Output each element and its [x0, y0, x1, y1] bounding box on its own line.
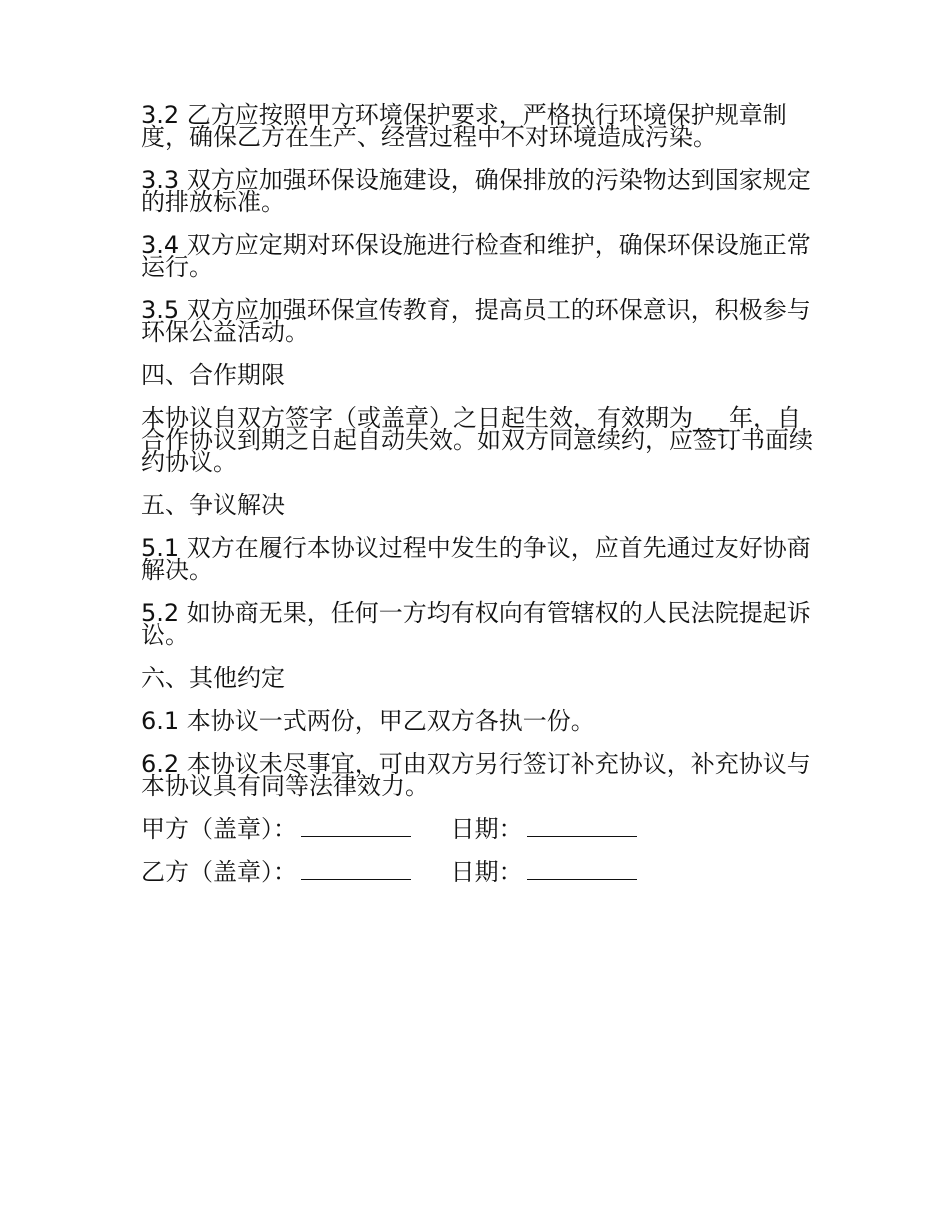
clause-3-2: 3.2 乙方应按照甲方环境保护要求，严格执行环境保护规章制度，确保乙方在生产、经营过程中不对环境造成污染。 — [141, 101, 787, 151]
party-a-label: 甲方（盖章）： — [141, 815, 297, 843]
document-page — [141, 101, 813, 904]
clause-3-5: 3.5 双方应加强环保宣传教育，提高员工的环保意识，积极参与环保公益活动。 — [141, 296, 811, 346]
section-heading-dispute-resolution: 五、争议解决 — [141, 491, 285, 519]
party-a-signature-blank — [301, 818, 411, 837]
section-heading-other-terms: 六、其他约定 — [141, 664, 285, 692]
clause-3-3: 3.3 双方应加强环保设施建设，确保排放的污染物达到国家规定的排放标准。 — [141, 166, 811, 216]
clause-5-2: 5.2 如协商无果，任何一方均有权向有管辖权的人民法院提起诉讼。 — [141, 599, 811, 649]
cooperation-period-text: 本协议自双方签字（或盖章）之日起生效，有效期为___年，自合作协议到期之日起自动失效。如双方同意续约，应签订书面续约协议。 — [141, 404, 813, 476]
party-a-date-blank — [527, 818, 637, 837]
signature-row-party-b — [141, 858, 813, 886]
party-b-date-label: 日期： — [450, 858, 523, 886]
clause-6-2: 6.2 本协议未尽事宜，可由双方另行签订补充协议，补充协议与本协议具有同等法律效力。 — [141, 750, 811, 800]
clause-5-1: 5.1 双方在履行本协议过程中发生的争议，应首先通过友好协商解决。 — [141, 534, 811, 584]
clause-6-1: 6.1 本协议一式两份，甲乙双方各执一份。 — [141, 707, 595, 735]
clause-3-4: 3.4 双方应定期对环保设施进行检查和维护，确保环保设施正常运行。 — [141, 231, 811, 281]
signature-row-party-a — [141, 815, 813, 843]
party-a-date-label: 日期： — [450, 815, 523, 843]
party-b-label: 乙方（盖章）： — [141, 858, 297, 886]
section-heading-cooperation-period: 四、合作期限 — [141, 361, 285, 389]
party-b-date-blank — [527, 861, 637, 880]
party-b-signature-blank — [301, 861, 411, 880]
